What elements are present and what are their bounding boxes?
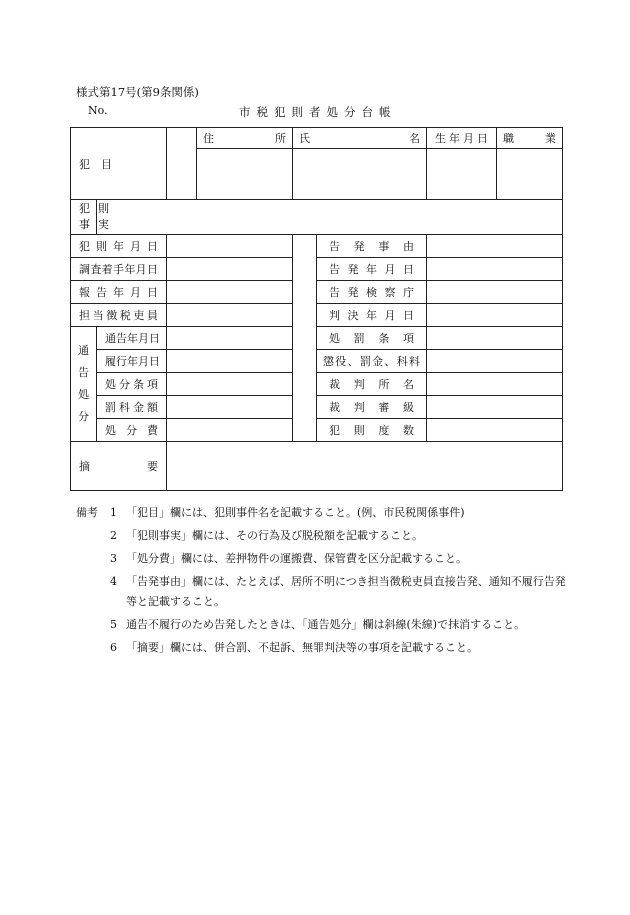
right-row-value[interactable] (427, 373, 563, 396)
right-row-label: 告発検察庁 (317, 281, 427, 304)
form-number: 様式第17号(第9条関係) (76, 85, 199, 99)
address-label-b: 所 (275, 132, 286, 145)
remarks-value-cell[interactable] (167, 442, 563, 491)
notice-row-value[interactable] (167, 350, 293, 373)
remarks-label-b: 要 (147, 460, 158, 473)
right-row-label: 裁判所名 (317, 373, 427, 396)
facts-label-cell (71, 200, 109, 235)
notes-lead: 備考 (76, 506, 98, 519)
notice-row-label: 処分条項 (97, 373, 167, 396)
center-spacer-cell (293, 235, 317, 442)
notes-section (76, 503, 566, 661)
right-row-label: 裁判審級 (317, 396, 427, 419)
notice-row-value[interactable] (167, 373, 293, 396)
note-text: 通告不履行のため告発したときは、「通告処分」欄は斜線(朱線)で抹消すること。 (126, 618, 526, 631)
name-value-cell[interactable] (293, 149, 427, 200)
number-label: No. (88, 104, 108, 117)
note-text: 「犯目」欄には、犯則事件名を記載すること。(例、市民税関係事件) (126, 506, 465, 519)
facts-label-a: 犯則 (79, 202, 109, 215)
note-number: 1 (110, 506, 117, 519)
birth-label: 生年月日 (435, 132, 488, 145)
right-row-value[interactable] (427, 304, 563, 327)
left-row-value[interactable] (167, 304, 293, 327)
note-number: 6 (110, 641, 117, 654)
notice-row-value[interactable] (167, 396, 293, 419)
note-text: 「摘要」欄には、併合罰、不起訴、無罪判決等の事項を記載すること。 (126, 641, 478, 654)
notice-row-value[interactable] (167, 419, 293, 442)
note-number: 5 (110, 618, 117, 631)
note-item (76, 615, 566, 635)
offender-ledger-table (70, 127, 563, 491)
address-header (197, 128, 293, 149)
form-title: 市税犯則者処分台帳 (239, 105, 397, 119)
offender-label: 犯 目 (79, 157, 112, 171)
left-row-value[interactable] (167, 281, 293, 304)
right-row-value[interactable] (427, 258, 563, 281)
left-row-label: 担当徴税吏員 (71, 304, 167, 327)
right-row-label: 告発年月日 (317, 258, 427, 281)
facts-value-cell[interactable] (97, 200, 563, 235)
notice-row-label: 通告年月日 (97, 327, 167, 350)
notice-group-label: 通 告 処 分 (71, 327, 97, 442)
note-number: 3 (110, 552, 117, 565)
right-row-value[interactable] (427, 281, 563, 304)
name-label-b: 名 (409, 132, 420, 145)
address-value-cell[interactable] (197, 149, 293, 200)
remarks-label-cell (71, 442, 167, 491)
notice-row-value[interactable] (167, 327, 293, 350)
right-row-label: 犯則度数 (317, 419, 427, 442)
note-text: 「犯則事実」欄には、その行為及び脱税額を記載すること。 (126, 529, 423, 542)
facts-label-b: 事実 (79, 218, 109, 231)
right-row-label: 判決年月日 (317, 304, 427, 327)
note-item (76, 526, 566, 546)
right-row-value[interactable] (427, 396, 563, 419)
right-row-value[interactable] (427, 419, 563, 442)
right-row-label: 懲役、罰金、科料 (317, 350, 427, 373)
note-item (76, 503, 566, 523)
left-row-label: 報告年月日 (71, 281, 167, 304)
right-row-label: 告発事由 (317, 235, 427, 258)
name-header (293, 128, 427, 149)
note-number: 2 (110, 529, 117, 542)
left-row-value[interactable] (167, 235, 293, 258)
offender-value-cell[interactable] (167, 128, 197, 200)
note-item (76, 549, 566, 569)
birth-header (427, 128, 497, 149)
right-row-value[interactable] (427, 235, 563, 258)
notice-row-label: 処分費 (97, 419, 167, 442)
offender-label-cell (71, 128, 167, 200)
occupation-label-a: 職 (503, 132, 514, 145)
left-row-label: 調査着手年月日 (71, 258, 167, 281)
name-label-a: 氏 (299, 132, 310, 145)
birth-value-cell[interactable] (427, 149, 497, 200)
remarks-label-a: 摘 (79, 460, 90, 473)
address-label-a: 住 (203, 132, 214, 145)
notice-row-label: 履行年月日 (97, 350, 167, 373)
note-number: 4 (110, 575, 117, 588)
note-text: 「告発事由」欄には、たとえば、居所不明につき担当徴税吏員直接告発、通知不履行告発等と記載すること。 (126, 575, 566, 608)
occupation-label-b: 業 (545, 132, 556, 145)
note-item (76, 638, 566, 658)
left-row-label: 犯則年月日 (71, 235, 167, 258)
occupation-header (497, 128, 563, 149)
note-text: 「処分費」欄には、差押物件の運搬費、保管費を区分記載すること。 (126, 552, 467, 565)
notice-row-label: 罰科金額 (97, 396, 167, 419)
note-item (76, 572, 566, 612)
right-row-label: 処罰条項 (317, 327, 427, 350)
right-row-value[interactable] (427, 350, 563, 373)
occupation-value-cell[interactable] (497, 149, 563, 200)
right-row-value[interactable] (427, 327, 563, 350)
left-row-value[interactable] (167, 258, 293, 281)
